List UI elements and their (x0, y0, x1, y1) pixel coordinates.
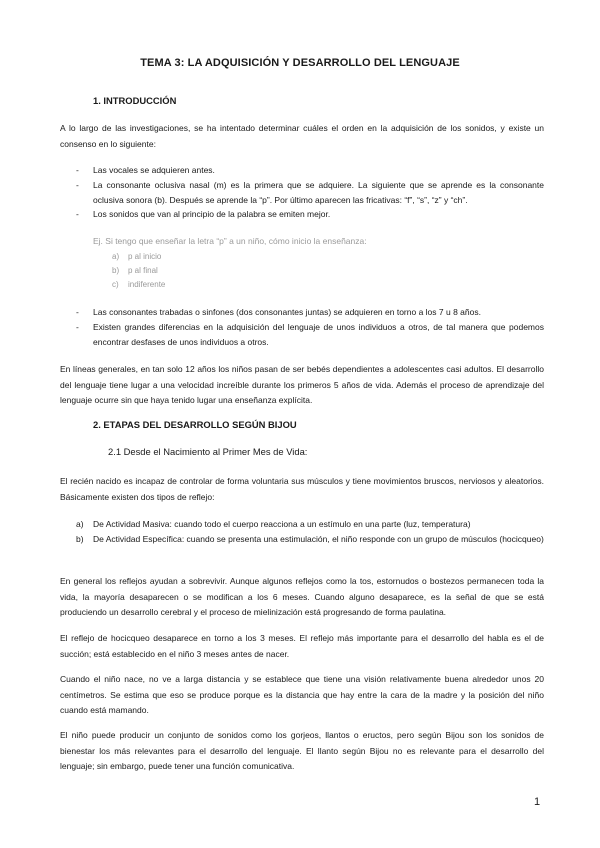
subsection-heading: 2.1 Desde el Nacimiento al Primer Mes de Vida: (108, 446, 308, 457)
newborn-paragraph: El recién nacido es incapaz de controlar de forma voluntaria sus músculos y tiene movimientos bruscos, nerviosos y aleatorios. Básicamente existen dos tipos de reflejo: (60, 476, 544, 502)
document-page: TEMA 3: LA ADQUISICIÓN Y DESARROLLO DEL LENGUAJE 1. INTRODUCCIÓN A lo largo de las investigaciones, se ha intentado determinar cuáles el orden en la adquisición de los sonidos, y existe un consenso en lo siguiente: - Las vocales se adquieren antes. - La consonante oclusiva nasal (m) es la primera que se adquiere. La siguiente que se aprende es la consonante oclusiva sonora (b). Después se aprende la “p”. Por último aparecen las fricativas: “f”, “s”, “z” y “ch”. - Los sonidos que van al principio de la palabra se emiten mejor. Ej. Si tengo que enseñar la letra “p” a un niño, cómo inicio la enseñanza: a) p al inicio b) p al final c) indiferente - Las consonantes trabadas o sinfones (dos consonantes juntas) se adquieren en torno a los 7 u 8 años. - Existen grandes diferencias en la adquisición del lenguaje de unos individuos a otros, de tal manera que podemos encontrar desfases de unos individuos a otros. En líneas generales, en tan solo 12 años los niños pasan de ser bebés dependientes a adolescentes casi adultos. El desarrollo del lenguaje tiene lugar a una velocidad increíble durante los primeros 5 años de vida. Además el proceso de aprendizaje del lenguaje ocurre sin que haya tenido lugar una enseñanza explícita. 2. ETAPAS DEL DESARROLLO SEGÚN BIJOU 2.1 Desde el Nacimiento al Primer Mes de Vida: El recién nacido es incapaz de controlar de forma voluntaria sus músculos y tiene movimientos bruscos, nerviosos y aleatorios. Básicamente existen dos tipos de reflejo: a) De Actividad Masiva: cuando todo el cuerpo reacciona a un estímulo en una parte (luz, temperatura) b) De Actividad Específica: cuando se presenta una estimulación, el niño responde con un grupo de músculos (hocicqueo) En general los reflejos ayudan a sobrevivir. Aunque algunos reflejos como la tos, estornudos o bostezos permanecen toda la vida, la mayoría desaparecen o se modifican a los 6 meses. Cuando alguno desaparece, es la señal de que se está produciendo un desarrollo cerebral y el proceso de mielinización está progresando de forma paulatina. El reflejo de hocicqueo desaparece en torno a los 3 meses. El reflejo más importante para el desarrollo del habla es el de succión; está establecido en el niño 3 meses antes de nacer. Cuando el niño nace, no ve a larga distancia y se establece que tiene una visión relativamente buena alrededor unos 20 centímetros. Se estima que eso se produce porque es la distancia que hay entre la cara de la madre y la posición del niño cuando está mamando. El niño puede producir un conjunto de sonidos como los gorjeos, llantos o eructos, pero según Bijou son los sonidos de bienestar los más relevantes para el desarrollo del lenguaje. El llanto según Bijou no es relevante para el desarrollo del lenguaje; sin embargo, puede tener una función comunicativa. 1 (0, 0, 600, 848)
example-option: b) p al final (112, 266, 158, 275)
document-title: TEMA 3: LA ADQUISICIÓN Y DESARROLLO DEL LENGUAJE (140, 57, 460, 69)
general-paragraph: En líneas generales, en tan solo 12 años los niños pasan de ser bebés dependientes a adolescentes casi adultos. El desarrollo del lenguaje tiene lugar a una velocidad increíble durante los primeros 5 años de vida. Además el proceso de aprendizaje del lenguaje ocurre sin que haya tenido lugar una enseñanza explícita. (60, 364, 544, 406)
section-heading-etapas: 2. ETAPAS DEL DESARROLLO SEGÚN BIJOU (93, 419, 297, 430)
bullet-marker: - (76, 165, 79, 175)
reflexes-paragraph: En general los reflejos ayudan a sobrevivir. Aunque algunos reflejos como la tos, estornudos o bostezos permanecen toda la vida, la mayoría desaparecen o se modifican a los 6 meses. Cuando alguno desaparece, es la señal de que se está produciendo un desarrollo cerebral y el proceso de mielinización está progresando de forma paulatina. (60, 576, 544, 618)
bullet-marker: - (76, 322, 79, 332)
bullet-marker: - (76, 180, 79, 190)
hocicqueo-paragraph: El reflejo de hocicqueo desaparece en torno a los 3 meses. El reflejo más importante para el desarrollo del habla es el de succión; está establecido en el niño 3 meses antes de nacer. (60, 633, 544, 659)
sounds-paragraph: El niño puede producir un conjunto de sonidos como los gorjeos, llantos o eructos, pero según Bijou son los sonidos de bienestar los más relevantes para el desarrollo del lenguaje. El llanto según Bijou no es relevante para el desarrollo del lenguaje; sin embargo, puede tener una función comunicativa. (60, 730, 544, 772)
example-question: Ej. Si tengo que enseñar la letra “p” a un niño, cómo inicio la enseñanza: (93, 236, 367, 246)
bullet-marker: - (76, 209, 79, 219)
page-number: 1 (534, 796, 541, 808)
intro-paragraph: A lo largo de las investigaciones, se ha intentado determinar cuáles el orden en la adquisición de los sonidos, y existe un consenso en lo siguiente: (60, 123, 544, 149)
bullet-marker: - (76, 307, 79, 317)
example-option: a) p al inicio (112, 252, 162, 261)
section-heading-introduccion: 1. INTRODUCCIÓN (93, 95, 177, 106)
example-option: c) indiferente (112, 280, 166, 289)
vision-paragraph: Cuando el niño nace, no ve a larga distancia y se establece que tiene una visión relativamente buena alrededor unos 20 centímetros. Se estima que eso se produce porque es la distancia que hay entre la cara de la madre y la posición del niño cuando está mamando. (60, 674, 544, 716)
